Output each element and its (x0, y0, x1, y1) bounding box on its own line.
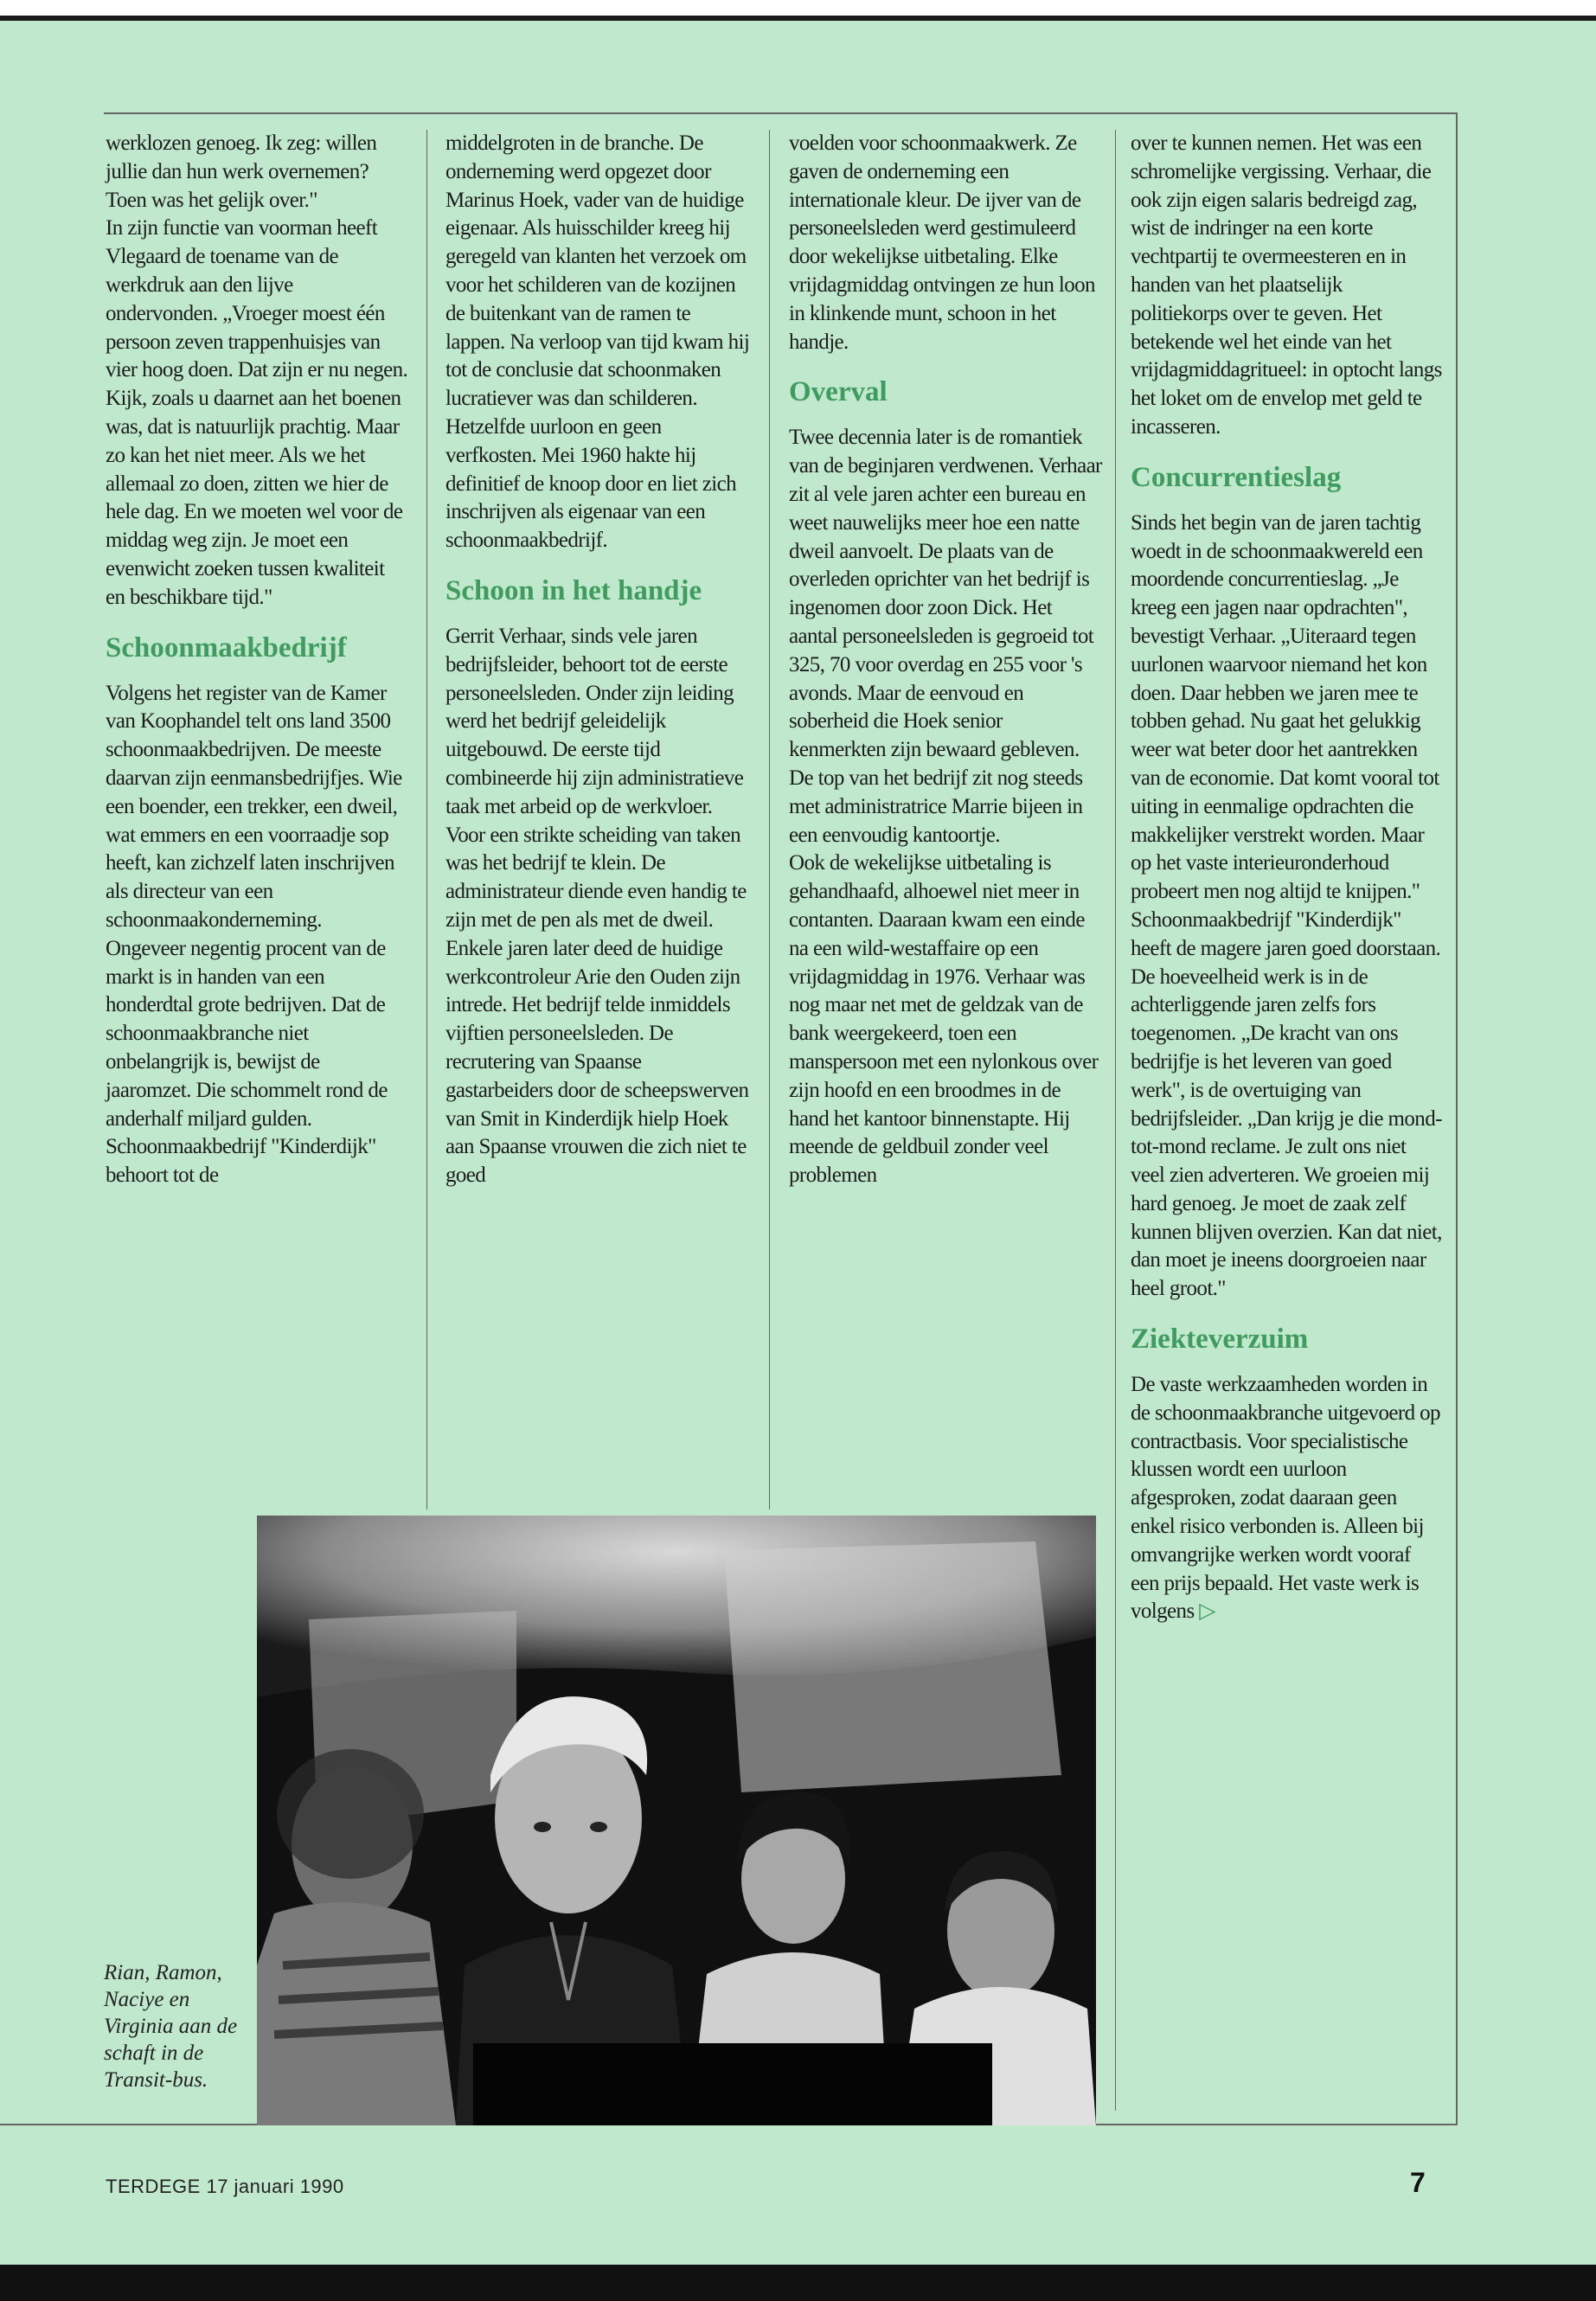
article-paragraph (106, 680, 408, 935)
paragraph-text: Sinds het begin van de jaren tachtig woedt in de schoonmaakwereld een moordende concurrentieslag. „Je kreeg een jagen naar opdrachten", bevestigt Verhaar. „Uiteraard tegen uurlonen waarvoor niemand het kon doen. Daar hebben we jaren mee te tobben gehad. Nu gaat het gelukkig weer wat beter door het aantrekken van de economie. Dat komt vooral tot uiting in eenmalige opdrachten die makkelijker verstrekt worden. Maar op het vaste interieuronderhoud probeert men nog altijd te knijpen." (1131, 510, 1439, 904)
frame-rule-top (104, 112, 1458, 114)
article-paragraph (445, 935, 750, 1190)
article-paragraph (106, 1133, 408, 1190)
section-heading: Schoonmaakbedrijf (106, 631, 347, 663)
article-column-3 (789, 130, 1102, 1190)
article-column-1 (106, 130, 408, 1190)
paragraph-text: Volgens het register van de Kamer van Koophandel telt ons land 3500 schoonmaakbedrijven. De meeste daarvan zijn eenmansbedrijfjes. Wie een boender, een trekker, een dweil, wat emmers en een voorraadje sop heeft, kan zichzelf laten inschrijven als directeur van een schoonmaakonderneming. (106, 681, 402, 932)
article-column-4 (1131, 130, 1442, 1626)
article-paragraph (1131, 130, 1442, 442)
photo-caption: Rian, Ramon, Naciye en Virginia aan de schaft in de Transit-bus. (104, 1961, 238, 2092)
top-border (0, 16, 1596, 21)
paragraph-text: De vaste werkzaamheden worden in de schoonmaakbranche uitgevoerd op contractbasis. Voor specialistische klussen wordt een uurloon afgesproken, zodat daaraan geen enkel risico verbonden is. Alleen bij omvangrijke werken wordt vooraf een prijs bepaald. Het vaste werk is volgens (1131, 1373, 1440, 1624)
paragraph-text: over te kunnen nemen. Het was een schromelijke vergissing. Verhaar, die ook zijn eigen salaris bedreigd zag, wist de indringer na een korte vechtpartij te overmeesteren en in handen van het plaatselijk politiekorps over te geven. Het betekende wel het einde van het vrijdagmiddagritueel: in optocht langs het loket om de envelop met geld te incasseren. (1131, 131, 1442, 439)
column-rule (769, 130, 770, 1509)
paragraph-text: Twee decennia later is de romantiek van de beginjaren verdwenen. Verhaar zit al vele jaren achter een bureau en weet nauwelijks meer hoe een natte dweil aanvoelt. De plaats van de overleden oprichter van het bedrijf is ingenomen door zoon Dick. Het aantal personeelsleden is gegroeid tot 325, 70 voor overdag en 255 voor 's avonds. Maar de eenvoud en soberheid die Hoek senior kenmerkten zijn bewaard gebleven. De top van het bedrijf zit nog steeds met administratrice Marrie bijeen in een eenvoudig kantoortje. (789, 426, 1102, 847)
bottom-border (0, 2265, 1596, 2301)
article-paragraph (106, 130, 408, 215)
article-paragraph (789, 849, 1102, 1190)
section-heading: Schoon in het handje (445, 574, 702, 606)
article-paragraph (789, 424, 1102, 849)
paragraph-text: werklozen genoeg. Ik zeg: willen jullie dan hun werk overnemen? Toen was het gelijk over." (106, 131, 377, 212)
article-paragraph (445, 623, 750, 935)
article-paragraph (106, 215, 408, 612)
article-paragraph (445, 130, 750, 555)
paragraph-text: middelgroten in de branche. De onderneming werd opgezet door Marinus Hoek, vader van de huidige eigenaar. Als huisschilder kreeg hij geregeld van klanten het verzoek om voor het schilderen van de kozijnen de buitenkant van de ramen te lappen. Na verloop van tijd kwam hij tot de conclusie dat schoonmaken lucratiever was dan schilderen. Hetzelfde uurloon en geen verfkosten. Mei 1960 hakte hij definitief de knoop door en liet zich inschrijven als eigenaar van een schoonmaakbedrijf. (445, 131, 750, 553)
page-number: 7 (1410, 2167, 1426, 2198)
section-heading: Concurrentieslag (1131, 461, 1342, 493)
paragraph-text: In zijn functie van voorman heeft Vlegaard de toename van de werkdruk aan den lijve ondervonden. „Vroeger moest één persoon zeven trappenhuisjes van vier hoog doen. Dat zijn er nu negen. Kijk, zoals u daarnet aan het boenen was, dat is natuurlijk prachtig. Maar zo kan het niet meer. Als we het allemaal zo doen, zitten we hier de hele dag. En we moeten wel voor de middag weg zijn. Je moet een evenwicht zoeken tussen kwaliteit en beschikbare tijd." (106, 216, 408, 609)
frame-rule-right (1456, 112, 1458, 2124)
continue-arrow-icon: ▷ (1199, 1599, 1215, 1624)
paragraph-text: Gerrit Verhaar, sinds vele jaren bedrijfsleider, behoort tot de eerste personeelsleden. Onder zijn leiding werd het bedrijf geleidelijk uitgebouwd. De eerste tijd combineerde hij zijn administratieve taak met arbeid op de werkvloer. Voor een strikte scheiding van taken was het bedrijf te klein. De administrateur diende even handig te zijn met de pen als met de dweil. (445, 624, 747, 932)
article-paragraph (1131, 510, 1442, 907)
paragraph-text: Schoonmaakbedrijf "Kinderdijk" behoort tot de (106, 1135, 376, 1188)
paragraph-text: voelden voor schoonmaakwerk. Ze gaven de onderneming een internationale kleur. De ijver van de personeelsleden werd gestimuleerd door wekelijkse uitbetaling. Elke vrijdagmiddag ontvingen ze hun loon in klinkende munt, schoon in het handje. (789, 131, 1095, 354)
footer-publication: TERDEGE 17 januari 1990 (106, 2176, 344, 2197)
section-heading: Ziekteverzuim (1131, 1324, 1309, 1356)
article-column-2 (445, 130, 750, 1190)
article-paragraph (106, 935, 408, 1134)
paragraph-text: Schoonmaakbedrijf "Kinderdijk" heeft de magere jaren goed doorstaan. De hoeveelheid werk is in de achterliggende jaren zelfs fors toegenomen. „De kracht van ons bedrijfje is het leveren van goed werk", is de overtuiging van bedrijfsleider. „Dan krijg je die mond-tot-mond reclame. Je zult ons niet veel zien adverteren. We groeien mij hard genoeg. Je moet de zaak zelf kunnen blijven overzien. Kan dat niet, dan moet je ineens doorgroeien naar heel groot." (1131, 907, 1442, 1301)
paragraph-text: Enkele jaren later deed de huidige werkcontroleur Arie den Ouden zijn intrede. Het bedrijf telde inmiddels vijftien personeelsleden. De recrutering van Spaanse gastarbeiders door de scheepswerven van Smit in Kinderdijk hielp Hoek aan Spaanse vrouwen die zich niet te goed (445, 936, 749, 1188)
article-paragraph (1131, 907, 1442, 1304)
column-rule (426, 130, 427, 1509)
article-paragraph (1131, 1371, 1442, 1626)
article-paragraph (789, 130, 1102, 356)
column-rule (1115, 130, 1116, 2111)
paragraph-text: Ook de wekelijkse uitbetaling is gehandhaafd, alhoewel niet meer in contanten. Daaraan kwam een einde na een wild-westaffaire op een vrijdagmiddag in 1976. Verhaar was nog maar net met de geldzak van de bank weergekeerd, toen een manspersoon met een nylonkous over zijn hoofd en een broodmes in de hand het kantoor binnenstapte. Hij meende de geldbuil zonder veel problemen (789, 851, 1099, 1188)
section-heading: Overval (789, 376, 888, 408)
paragraph-text: Ongeveer negentig procent van de markt is in handen van een honderdtal grote bedrijven. Dat de schoonmaakbranche niet onbelangrijk is, bewijst de jaaromzet. Die schommelt rond de anderhalf miljard gulden. (106, 936, 388, 1131)
bus-photo (257, 1516, 1096, 2125)
